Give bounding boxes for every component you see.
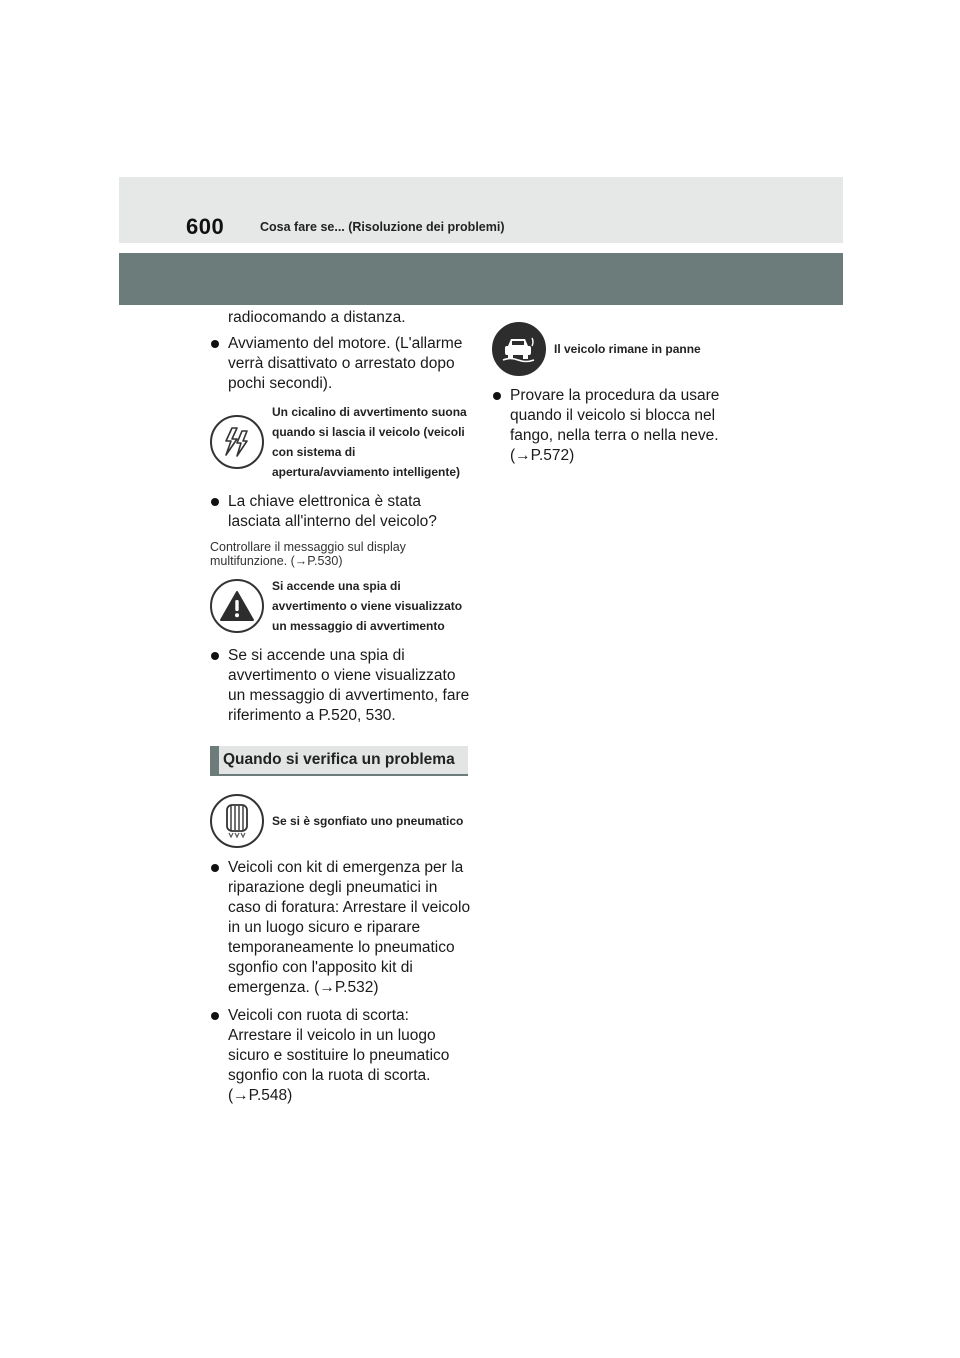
bullet-dot: [211, 1012, 219, 1020]
flat-tire-label: Se si è sgonfiato uno pneumatico: [272, 814, 464, 828]
bullet-dot: [211, 652, 219, 660]
bullet-warning-light: [210, 646, 472, 726]
warning-light-row: [210, 576, 472, 636]
bullet-spare-wheel: [210, 1006, 472, 1106]
section-heading: Quando si verifica un problema: [210, 746, 468, 776]
bullet-text: Avviamento del motore. (L'allarme verrà disattivato o arrestato dopo pochi secondi).: [228, 335, 463, 392]
stuck-car-icon: [492, 322, 546, 376]
bullet-dot: [493, 392, 501, 400]
bullet-dot: [211, 864, 219, 872]
continued-text: radiocomando a distanza.: [228, 309, 406, 326]
bullet-text: La chiave elettronica è stata lasciata all'interno del veicolo?: [228, 493, 437, 530]
bullet-text: Se si accende una spia di avvertimento o viene visualizzato un messaggio di avvertimento, fare riferimento a P.520, 530.: [228, 647, 470, 724]
bullet-dot: [211, 340, 219, 348]
bullet-stuck: [492, 386, 754, 466]
right-column: [492, 316, 754, 474]
bullet-text: Veicoli con kit di emergenza per la riparazione degli pneumatici in caso di foratura: Arrestare il veicolo in un luogo sicuro e riparare temporaneamente lo pneumatico sgonfio con l'apposito kit di emergenza. (→P.532): [228, 859, 471, 996]
bullet-text: Provare la procedura da usare quando il veicolo si blocca nel fango, nella terra o nella neve. (→P.572): [510, 387, 720, 464]
flat-tire-icon: [210, 794, 264, 848]
bullet-text: Veicoli con ruota di scorta: Arrestare il veicolo in un luogo sicuro e sostituire lo pneumatico sgonfio con la ruota di scorta. (→P.548): [228, 1007, 450, 1104]
left-column: [210, 308, 472, 1114]
page-number: 600: [186, 214, 225, 239]
note-check-display: Controllare il messaggio sul display multifunzione. (→P.530): [210, 540, 406, 568]
electric-shock-icon: [210, 415, 264, 469]
section-band: [119, 253, 843, 305]
warning-light-label: Si accende una spia di avvertimento o viene visualizzato un messaggio di avvertimento: [272, 579, 463, 633]
beep-warning-label: Un cicalino di avvertimento suona quando si lascia il veicolo (veicoli con sistema di apertura/avviamento intelligente): [272, 405, 467, 479]
bullet-engine-start: [210, 334, 472, 394]
warning-triangle-icon: [210, 579, 264, 633]
bullet-dot: [211, 498, 219, 506]
chapter-title: Cosa fare se... (Risoluzione dei problemi): [260, 220, 505, 234]
bullet-key-inside: [210, 492, 472, 532]
flat-tire-row: [210, 794, 472, 848]
stuck-vehicle-row: [492, 322, 754, 376]
beep-warning-row: [210, 402, 472, 482]
stuck-vehicle-label: Il veicolo rimane in panne: [554, 342, 701, 356]
bullet-repair-kit: [210, 858, 472, 998]
